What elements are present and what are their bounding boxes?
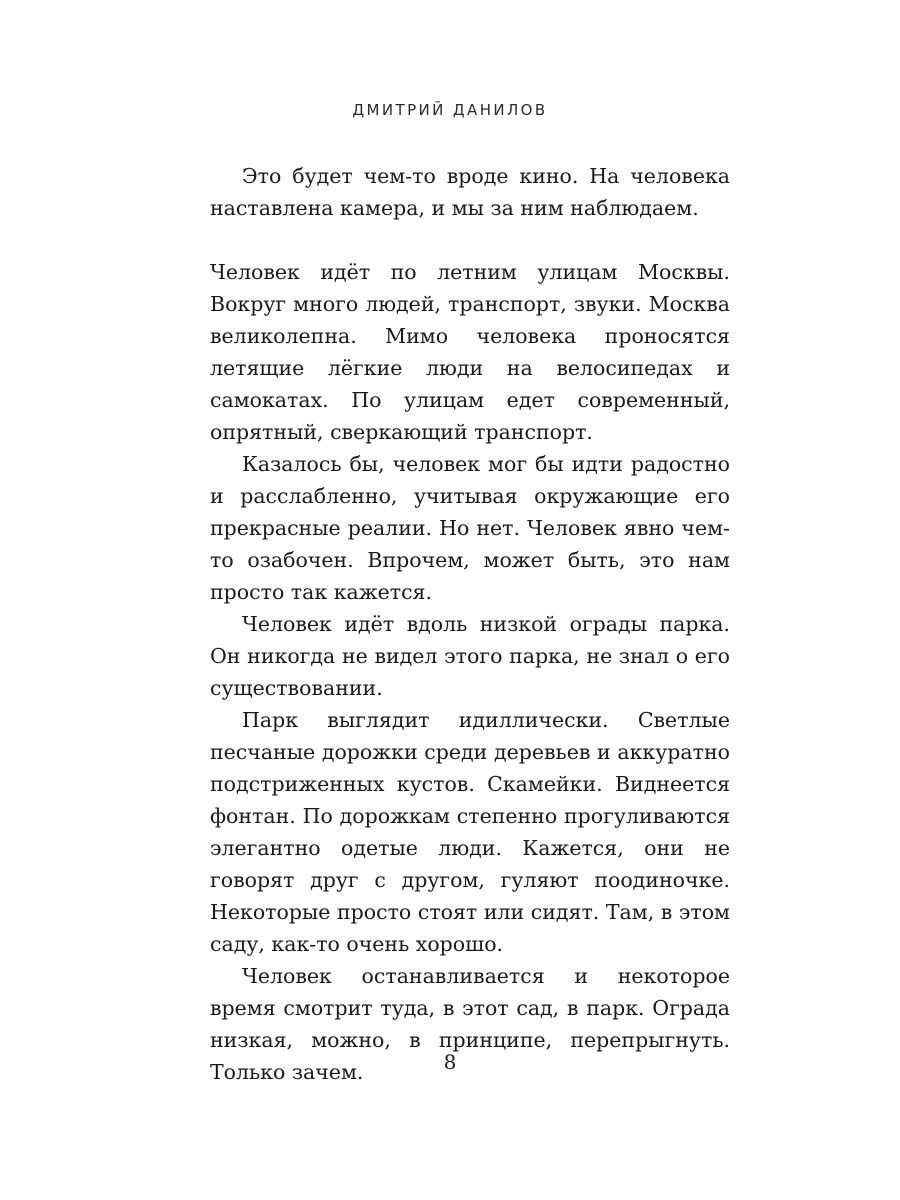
paragraph-park: Парк выглядит идиллически. Светлые песчаные дорожки среди деревьев и аккуратно подстриженных кустов. Скамейки. Виднеется фонтан. По дорожкам степенно прогуливаются элегантно одетые люди. Кажется, они не говорят друг с другом, гуляют поодиночке. Некоторые просто стоят или сидят. Там, в этом саду, как-то очень хорошо.	[210, 708, 730, 956]
paragraph-intro: Это будет чем-то вроде кино. На человека наставлена камера, и мы за ним наблюдаем.	[210, 164, 730, 220]
paragraph-stops: Человек останавливается и некоторое время смотрит туда, в этот сад, в парк. Ограда низкая, можно, в принципе, перепрыгнуть. Только зачем.	[210, 964, 730, 1084]
paragraph-fence: Человек идёт вдоль низкой ограды парка. Он никогда не видел этого парка, не знал о его существовании.	[210, 612, 730, 700]
paragraph-streets: Человек идёт по летним улицам Москвы. Вокруг много людей, транспорт, звуки. Москва великолепна. Мимо человека проносятся летящие лёгкие люди на велосипедах и самокатах. По улицам едет современный, опрятный, сверкающий транспорт.	[210, 260, 730, 444]
page-number: 8	[443, 1050, 457, 1074]
running-head-author: ДМИТРИЙ ДАНИЛОВ	[352, 101, 548, 119]
paragraph-mood: Казалось бы, человек мог бы идти радостно и расслабленно, учитывая окружающие его прекрасные реалии. Но нет. Человек явно чем-то озабочен. Впрочем, может быть, это нам просто так кажется.	[210, 452, 730, 604]
body-text	[210, 160, 730, 1088]
